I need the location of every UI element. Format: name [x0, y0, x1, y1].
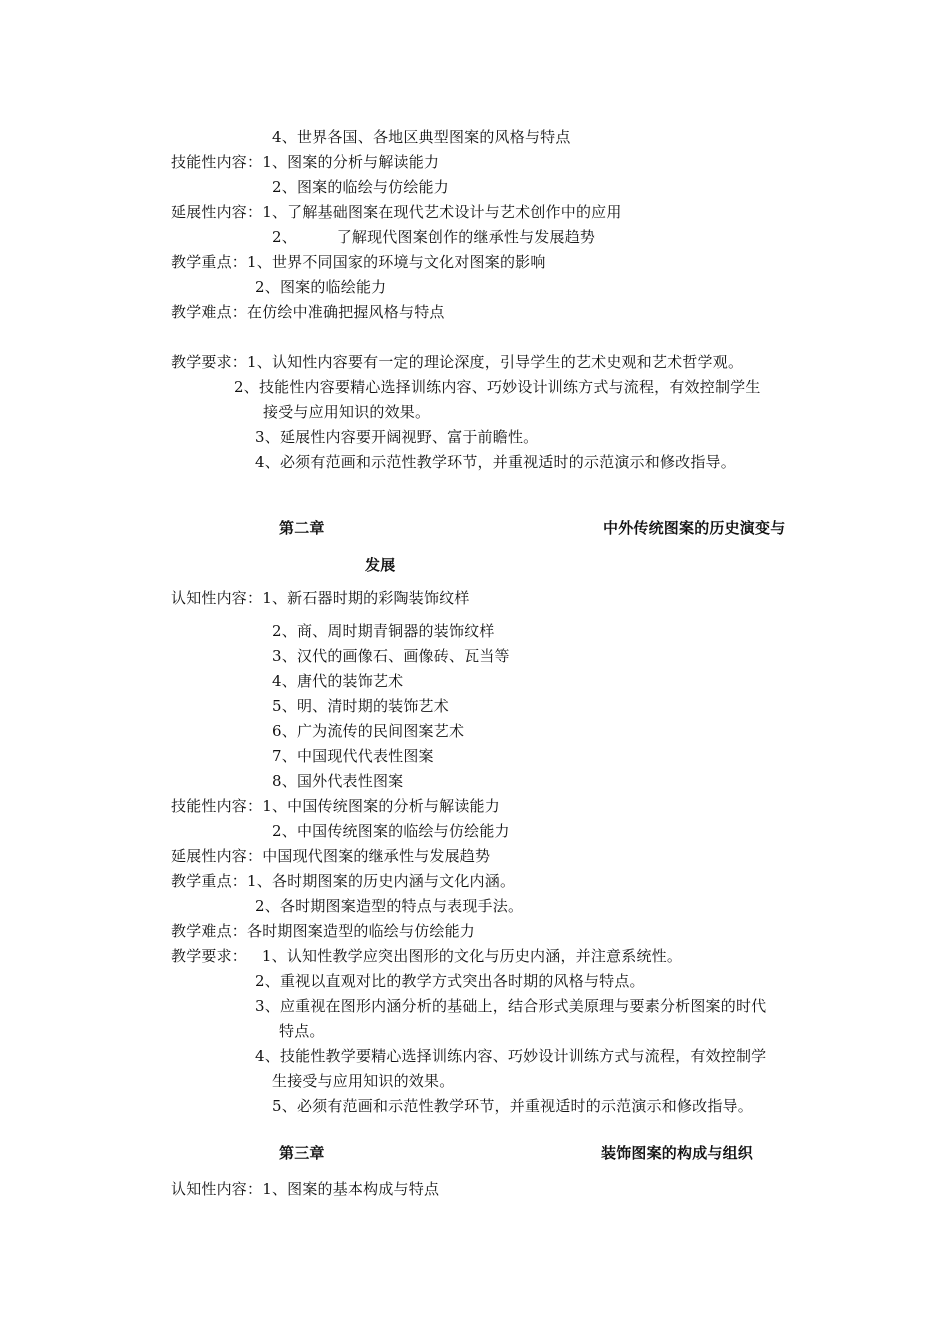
text-line: 4、唐代的装饰艺术: [272, 672, 404, 690]
text-line: 5、明、清时期的装饰艺术: [272, 697, 449, 715]
text-line: 2、商、周时期青铜器的装饰纹样: [272, 622, 495, 640]
text-line: 教学难点：各时期图案造型的临绘与仿绘能力: [171, 922, 476, 940]
text-line: 2、各时期图案造型的特点与表现手法。: [255, 897, 524, 915]
text-line: 4、必须有范画和示范性教学环节，并重视适时的示范演示和修改指导。: [255, 453, 736, 471]
text-line: 教学重点：1、各时期图案的历史内涵与文化内涵。: [171, 872, 516, 890]
text-line: 4、技能性教学要精心选择训练内容、巧妙设计训练方式与流程，有效控制学: [255, 1047, 767, 1065]
text-line: 3、汉代的画像石、画像砖、瓦当等: [272, 647, 510, 665]
text-line: 教学难点：在仿绘中准确把握风格与特点: [171, 303, 445, 321]
text-line: 特点。: [279, 1022, 325, 1040]
text-line: 教学要求：1、认知性内容要有一定的理论深度，引导学生的艺术史观和艺术哲学观。: [171, 353, 744, 371]
text-line: 2、重视以直观对比的教学方式突出各时期的风格与特点。: [255, 972, 645, 990]
chapter-heading: 第二章: [279, 519, 325, 537]
text-line: 认知性内容：1、新石器时期的彩陶装饰纹样: [171, 589, 470, 607]
text-line: 2、中国传统图案的临绘与仿绘能力: [272, 822, 510, 840]
text-line: 3、应重视在图形内涵分析的基础上，结合形式美原理与要素分析图案的时代: [255, 997, 767, 1015]
text-line: 5、必须有范画和示范性教学环节，并重视适时的示范演示和修改指导。: [272, 1097, 753, 1115]
text-line: 延展性内容：1、了解基础图案在现代艺术设计与艺术创作中的应用: [171, 203, 622, 221]
text-line: 教学重点：1、世界不同国家的环境与文化对图案的影响: [171, 253, 546, 271]
chapter-title: 中外传统图案的历史演变与: [603, 519, 786, 537]
chapter-title-continued: 发展: [365, 556, 396, 574]
text-line: 认知性内容：1、图案的基本构成与特点: [171, 1180, 440, 1198]
text-line: 延展性内容：中国现代图案的继承性与发展趋势: [171, 847, 491, 865]
text-line: 技能性内容：1、中国传统图案的分析与解读能力: [171, 797, 500, 815]
text-line: 技能性内容：1、图案的分析与解读能力: [171, 153, 440, 171]
text-line: 6、广为流传的民间图案艺术: [272, 722, 465, 740]
text-line: 生接受与应用知识的效果。: [272, 1072, 455, 1090]
text-line: 2、图案的临绘能力: [255, 278, 387, 296]
text-line: 接受与应用知识的效果。: [263, 403, 431, 421]
text-line: 教学要求： 1、认知性教学应突出图形的文化与历史内涵，并注意系统性。: [171, 947, 683, 965]
text-line: 2、技能性内容要精心选择训练内容、巧妙设计训练方式与流程，有效控制学生: [234, 378, 761, 396]
chapter-title: 装饰图案的构成与组织: [601, 1144, 754, 1162]
text-line: 7、中国现代代表性图案: [272, 747, 434, 765]
text-line: 8、国外代表性图案: [272, 772, 404, 790]
chapter-heading: 第三章: [279, 1144, 325, 1162]
text-line: 3、延展性内容要开阔视野、富于前瞻性。: [255, 428, 539, 446]
text-line: 2、 了解现代图案创作的继承性与发展趋势: [272, 228, 596, 246]
text-line: 2、图案的临绘与仿绘能力: [272, 178, 449, 196]
text-line: 4、世界各国、各地区典型图案的风格与特点: [272, 128, 571, 146]
